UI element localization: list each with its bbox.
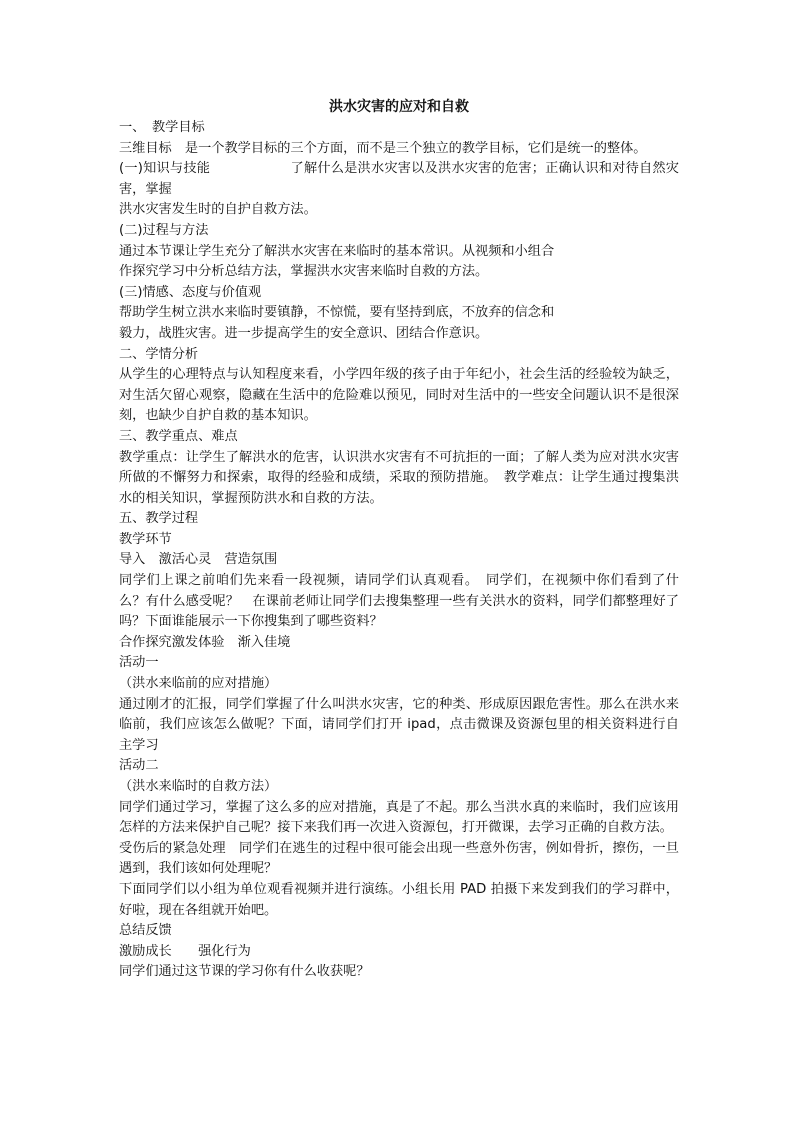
section-heading-process: 五、教学过程	[119, 511, 199, 527]
paragraph: 受伤后的紧急处理 同学们在逃生的过程中很可能会出现一些意外伤害，例如骨折，擦伤，一旦遇到，我们该如何处理呢？	[119, 840, 679, 877]
paragraph: 同学们通过学习，掌握了这么多的应对措施，真是了不起。那么当洪水真的来临时，我们应该用怎样的方法来保护自己呢？接下来我们再一次进入资源包，打开微课，去学习正确的自救方法。	[119, 799, 679, 836]
subheading: (三)情感、态度与价值观	[119, 284, 262, 300]
section-heading-key-points: 三、教学重点、难点	[119, 428, 238, 444]
subheading: 激励成长 强化行为	[119, 943, 251, 959]
paragraph: 作探究学习中分析总结方法，掌握洪水灾害来临时自救的方法。	[119, 264, 489, 280]
document-page	[119, 96, 679, 983]
paragraph: 从学生的心理特点与认知程度来看，小学四年级的孩子由于年纪小，社会生活的经验较为缺乏，对生活欠留心观察，隐藏在生活中的危险难以预见，同时对生活中的一些安全问题认识不是很深刻，也缺少自护自救的基本知识。	[119, 367, 679, 424]
paragraph: 毅力，战胜灾害。进一步提高学生的安全意识、团结合作意识。	[119, 325, 489, 341]
section-heading-objectives: 一、 教学目标	[119, 120, 205, 135]
subheading: 教学环节	[119, 531, 172, 547]
activity-topic: （洪水来临前的应对措施）	[119, 676, 278, 692]
paragraph: (一)知识与技能 了解什么是洪水灾害以及洪水灾害的危害；正确认识和对待自然灾害，掌握	[119, 161, 679, 197]
subheading: 合作探究激发体验 渐入佳境	[119, 634, 291, 650]
subheading: 导入 激活心灵 营造氛围	[119, 552, 278, 568]
paragraph: 同学们上课之前咱们先来看一段视频，请同学们认真观看。 同学们，在视频中你们看到了什么？有什么感受呢？ 在课前老师让同学们去搜集整理一些有关洪水的资料，同学们都整理好了吗？下面谁能展示一下你搜集到了哪些资料？	[119, 573, 679, 630]
paragraph: 帮助学生树立洪水来临时要镇静，不惊慌，要有坚持到底，不放弃的信念和	[119, 305, 555, 321]
paragraph: 洪水灾害发生时的自护自救方法。	[119, 202, 317, 218]
document-title: 洪水灾害的应对和自救	[329, 99, 469, 115]
subheading: (二)过程与方法	[119, 222, 209, 238]
paragraph: 三维目标 是一个教学目标的三个方面，而不是三个独立的教学目标，它们是统一的整体。	[119, 140, 647, 156]
paragraph: 通过刚才的汇报，同学们掌握了什么叫洪水灾害，它的种类、形成原因跟危害性。那么在洪水来临前，我们应该怎么做呢？下面，请同学们打开 ipad，点击微课及资源包里的相关资料进行自主学习	[119, 696, 679, 753]
paragraph: 通过本节课让学生充分了解洪水灾害在来临时的基本常识。从视频和小组合	[119, 243, 555, 259]
paragraph: 下面同学们以小组为单位观看视频并进行演练。小组长用 PAD 拍摄下来发到我们的学习群中，好啦，现在各组就开始吧。	[119, 881, 679, 918]
section-heading-analysis: 二、学情分析	[119, 346, 199, 362]
activity-label: 活动一	[119, 655, 159, 671]
paragraph: 教学重点：让学生了解洪水的危害，认识洪水灾害有不可抗拒的一面；了解人类为应对洪水灾害所做的不懈努力和探索，取得的经验和成绩，采取的预防措施。 教学难点：让学生通过搜集洪水的相关知识，掌握预防洪水和自救的方法。	[119, 449, 679, 506]
paragraph: 同学们通过这节课的学习你有什么收获呢？	[119, 964, 370, 980]
activity-topic: （洪水来临时的自救方法）	[119, 779, 278, 794]
subheading: 总结反馈	[119, 923, 172, 939]
activity-label: 活动二	[119, 758, 159, 774]
